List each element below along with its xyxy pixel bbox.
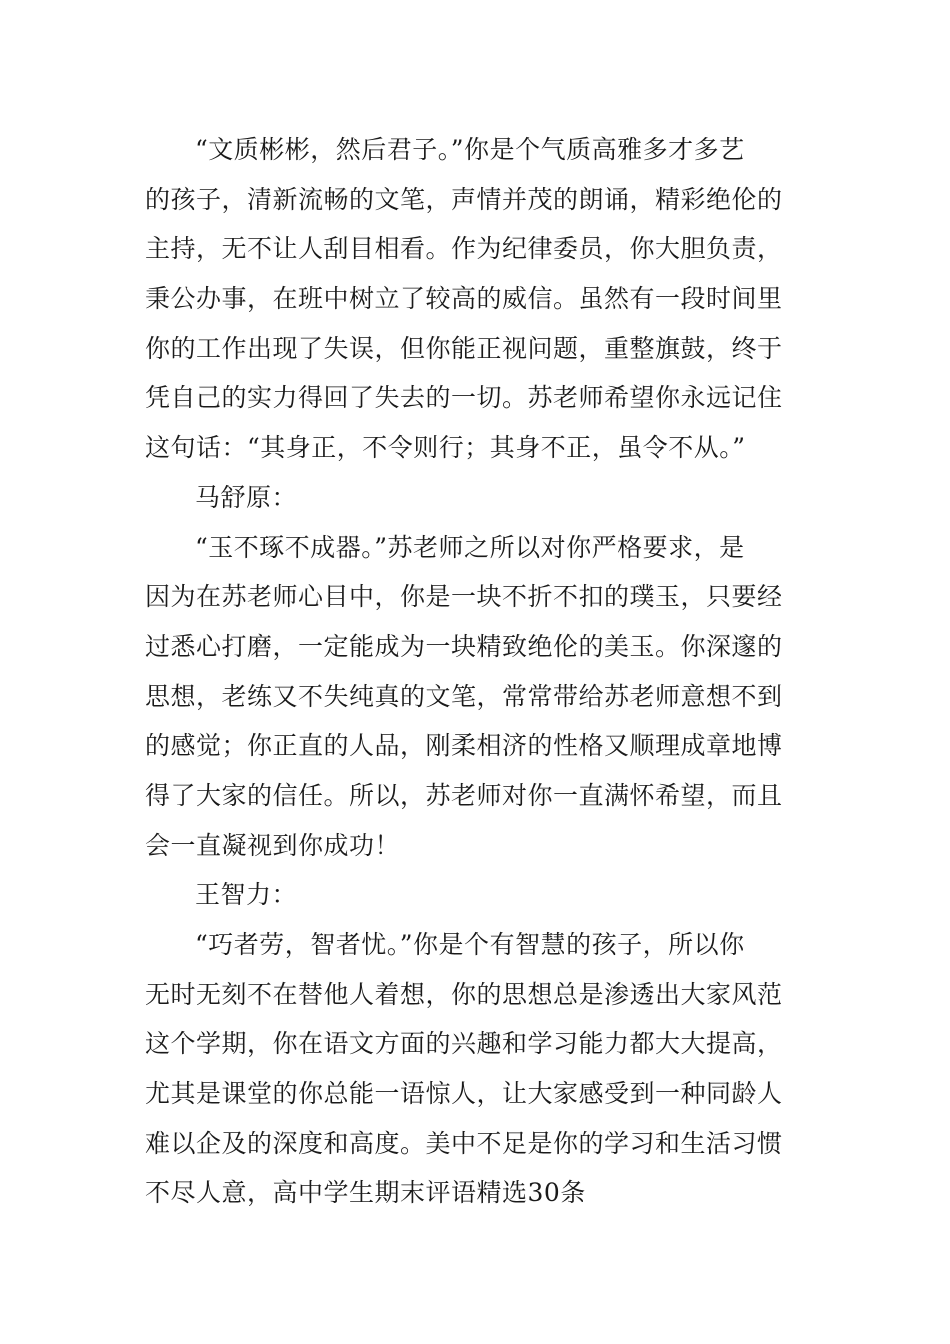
text-line: 尤其是课堂的你总能一语惊人，让大家感受到一种同龄人 xyxy=(145,1079,783,1108)
text-line: “巧者劳，智者忧。”你是个有智慧的孩子，所以你 xyxy=(195,930,745,959)
text-line: “玉不琢不成器。”苏老师之所以对你严格要求，是 xyxy=(195,533,745,562)
text-line: 因为在苏老师心目中，你是一块不折不扣的璞玉，只要经 xyxy=(145,582,783,611)
text-line: 的感觉；你正直的人品，刚柔相济的性格又顺理成章地博 xyxy=(145,731,783,760)
text-line: 这句话：“其身正，不令则行；其身不正，虽令不从。” xyxy=(145,433,746,462)
text-line: 不尽人意，高中学生期末评语精选30条 xyxy=(145,1178,586,1207)
text-line: 过悉心打磨，一定能成为一块精致绝伦的美玉。你深邃的 xyxy=(145,632,783,661)
text-line: 凭自己的实力得回了失去的一切。苏老师希望你永远记住 xyxy=(145,383,783,412)
text-line: 思想，老练又不失纯真的文笔，常常带给苏老师意想不到 xyxy=(145,682,783,711)
text-line: 秉公办事，在班中树立了较高的威信。虽然有一段时间里 xyxy=(145,284,783,313)
student-name-heading: 王智力： xyxy=(195,880,298,909)
text-line: 的孩子，清新流畅的文笔，声情并茂的朗诵，精彩绝伦的 xyxy=(145,185,783,214)
text-line: 得了大家的信任。所以，苏老师对你一直满怀希望，而且 xyxy=(145,781,783,810)
text-line: 会一直凝视到你成功！ xyxy=(145,831,401,860)
text-line: 主持，无不让人刮目相看。作为纪律委员，你大胆负责， xyxy=(145,234,783,263)
text-line: 难以企及的深度和高度。美中不足是你的学习和生活习惯 xyxy=(145,1129,783,1158)
text-line: 你的工作出现了失误，但你能正视问题，重整旗鼓，终于 xyxy=(145,334,783,363)
text-line: “文质彬彬，然后君子。”你是个气质高雅多才多艺 xyxy=(195,135,745,164)
text-line: 这个学期，你在语文方面的兴趣和学习能力都大大提高， xyxy=(145,1029,783,1058)
student-name-heading: 马舒原： xyxy=(195,483,298,512)
text-line: 无时无刻不在替他人着想，你的思想总是渗透出大家风范 xyxy=(145,980,783,1009)
